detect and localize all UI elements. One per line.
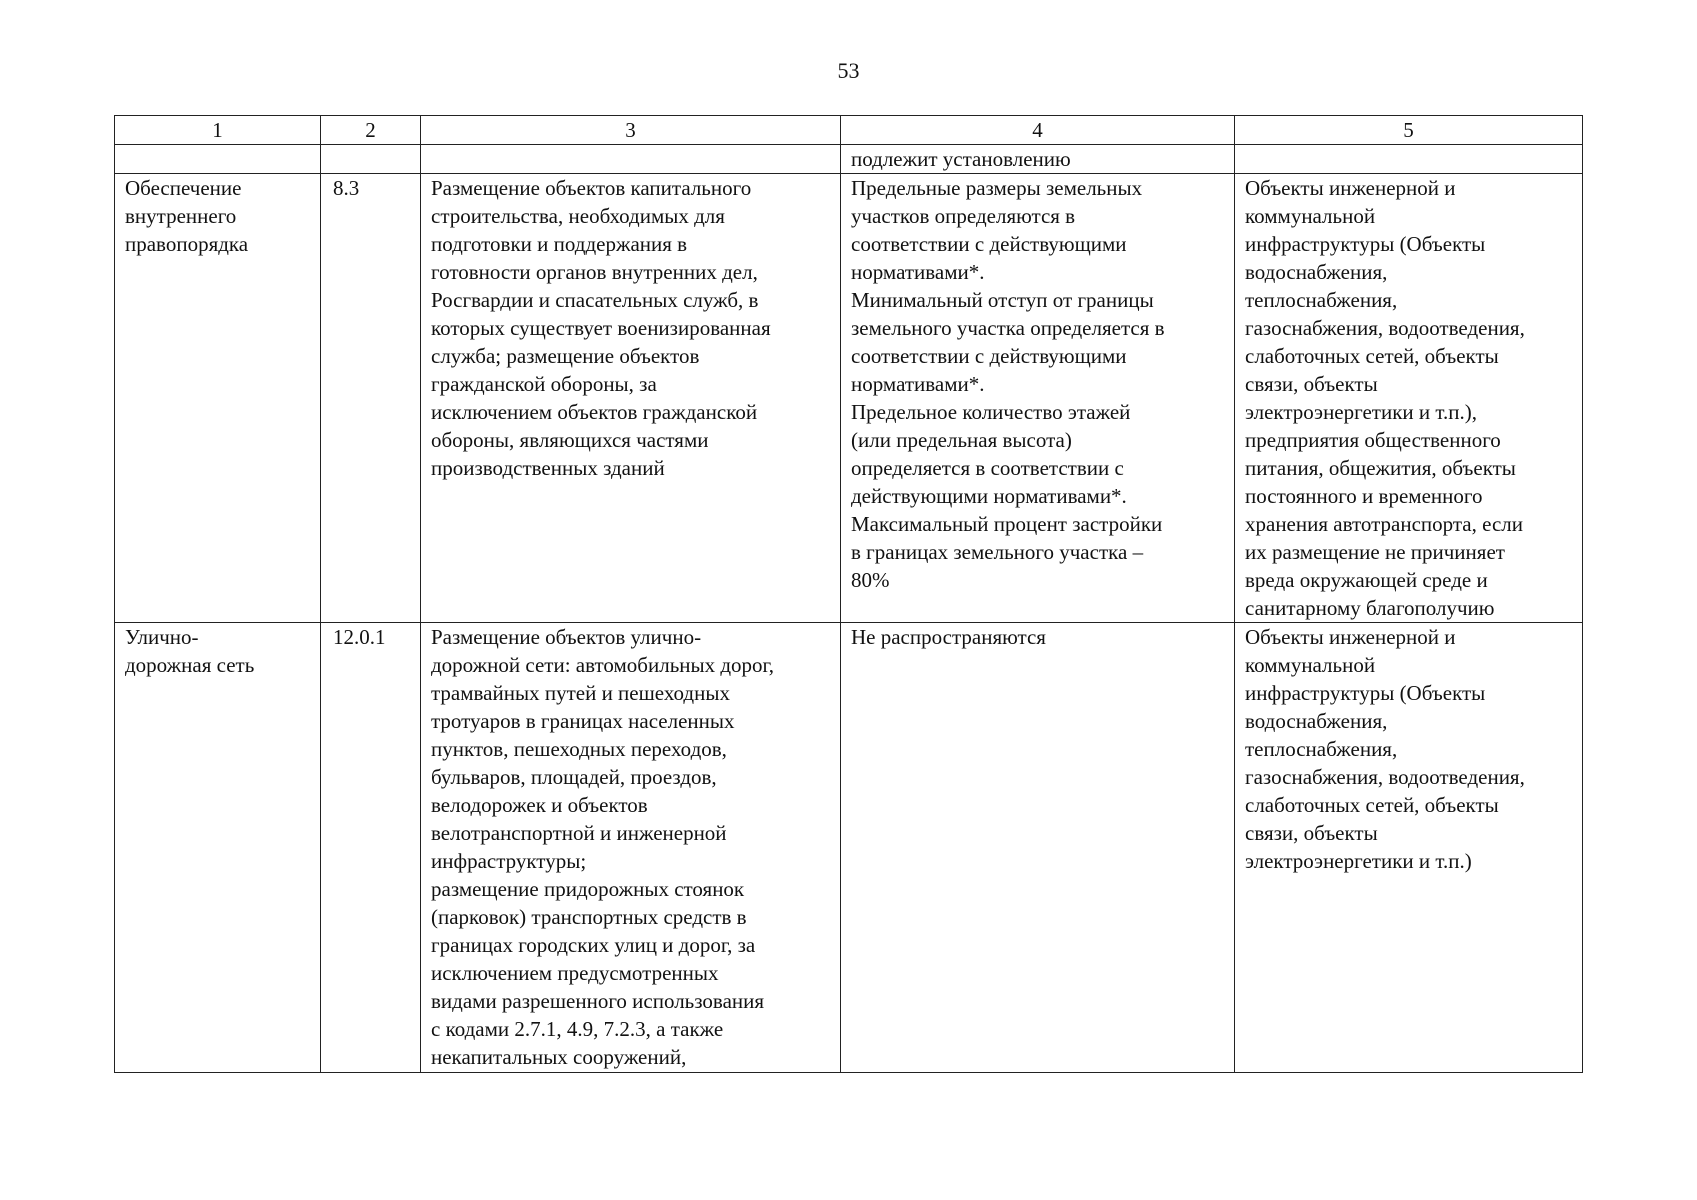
- land-use-table: [114, 115, 1583, 1073]
- column-header-2: 2: [321, 116, 421, 145]
- cell-line: с кодами 2.7.1, 4.9, 7.2.3, а также: [431, 1017, 724, 1041]
- cell-line: инфраструктуры (Объекты: [1245, 681, 1486, 705]
- continuation-cell-5: [1235, 145, 1583, 174]
- cell-line: коммунальной: [1245, 204, 1376, 228]
- continuation-cell-1: [115, 145, 321, 174]
- cell-line: (парковок) транспортных средств в: [431, 905, 747, 929]
- cell-line: слаботочных сетей, объекты: [1245, 793, 1499, 817]
- continuation-row: [115, 145, 1583, 174]
- cell-line: некапитальных сооружений,: [431, 1045, 687, 1069]
- cell-line: готовности органов внутренних дел,: [431, 260, 758, 284]
- cell-line: газоснабжения, водоотведения,: [1245, 765, 1525, 789]
- parameters-cell: [841, 174, 1235, 623]
- cell-line: водоснабжения,: [1245, 260, 1388, 284]
- cell-line: исключением предусмотренных: [431, 961, 719, 985]
- cell-line: теплоснабжения,: [1245, 737, 1398, 761]
- column-header-5: 5: [1235, 116, 1583, 145]
- cell-line: коммунальной: [1245, 653, 1376, 677]
- use-description-cell: [421, 174, 841, 623]
- cell-line: соответствии с действующими: [851, 232, 1127, 256]
- parameters-cell: [841, 623, 1235, 1073]
- cell-line: гражданской обороны, за: [431, 372, 657, 396]
- cell-line: Росгвардии и спасательных служб, в: [431, 288, 759, 312]
- cell-line: их размещение не причиняет: [1245, 540, 1505, 564]
- continuation-cell-4: подлежит установлению: [841, 145, 1235, 174]
- cell-line: соответствии с действующими: [851, 344, 1127, 368]
- use-code-cell: 8.3: [321, 174, 421, 623]
- cell-line: предприятия общественного: [1245, 428, 1501, 452]
- table-row: [115, 623, 1583, 1073]
- cell-line: производственных зданий: [431, 456, 665, 480]
- cell-line: границах городских улиц и дорог, за: [431, 933, 756, 957]
- cell-line: Минимальный отступ от границы: [851, 288, 1154, 312]
- cell-line: слаботочных сетей, объекты: [1245, 344, 1499, 368]
- cell-line: пунктов, пешеходных переходов,: [431, 737, 727, 761]
- cell-line: (или предельная высота): [851, 428, 1072, 452]
- cell-line: электроэнергетики и т.п.),: [1245, 400, 1477, 424]
- continuation-cell-2: [321, 145, 421, 174]
- auxiliary-uses-cell: [1235, 174, 1583, 623]
- cell-line: служба; размещение объектов: [431, 344, 700, 368]
- cell-line: видами разрешенного использования: [431, 989, 765, 1013]
- cell-line: в границах земельного участка –: [851, 540, 1144, 564]
- cell-line: исключением объектов гражданской: [431, 400, 758, 424]
- cell-line: 80%: [851, 568, 890, 592]
- cell-line: инфраструктуры;: [431, 849, 587, 873]
- cell-line: действующими нормативами*.: [851, 484, 1127, 508]
- cell-line: теплоснабжения,: [1245, 288, 1398, 312]
- cell-line: Предельные размеры земельных: [851, 176, 1143, 200]
- cell-line: Размещение объектов улично-: [431, 625, 702, 649]
- cell-line: Объекты инженерной и: [1245, 625, 1456, 649]
- cell-line: инфраструктуры (Объекты: [1245, 232, 1486, 256]
- cell-line: постоянного и временного: [1245, 484, 1483, 508]
- use-code-cell: 12.0.1: [321, 623, 421, 1073]
- column-header-4: 4: [841, 116, 1235, 145]
- cell-line: строительства, необходимых для: [431, 204, 725, 228]
- cell-line: внутреннего: [125, 204, 237, 228]
- cell-line: водоснабжения,: [1245, 709, 1388, 733]
- cell-line: вреда окружающей среде и: [1245, 568, 1488, 592]
- cell-line: земельного участка определяется в: [851, 316, 1165, 340]
- cell-line: бульваров, площадей, проездов,: [431, 765, 717, 789]
- use-description-cell: [421, 623, 841, 1073]
- cell-line: Максимальный процент застройки: [851, 512, 1163, 536]
- cell-line: Не распространяются: [851, 625, 1046, 649]
- cell-line: дорожной сети: автомобильных дорог,: [431, 653, 775, 677]
- cell-line: правопорядка: [125, 232, 249, 256]
- cell-line: нормативами*.: [851, 372, 985, 396]
- page-number: 53: [837, 58, 860, 83]
- cell-line: хранения автотранспорта, если: [1245, 512, 1524, 536]
- cell-line: связи, объекты: [1245, 821, 1378, 845]
- cell-line: Улично-: [125, 625, 199, 649]
- cell-line: газоснабжения, водоотведения,: [1245, 316, 1525, 340]
- auxiliary-uses-cell: [1235, 623, 1583, 1073]
- cell-line: которых существует военизированная: [431, 316, 771, 340]
- column-header-3: 3: [421, 116, 841, 145]
- cell-line: Объекты инженерной и: [1245, 176, 1456, 200]
- use-name-cell: [115, 623, 321, 1073]
- column-header-1: 1: [115, 116, 321, 145]
- cell-line: велодорожек и объектов: [431, 793, 648, 817]
- cell-line: обороны, являющихся частями: [431, 428, 709, 452]
- cell-line: подготовки и поддержания в: [431, 232, 688, 256]
- cell-line: дорожная сеть: [125, 653, 255, 677]
- cell-line: размещение придорожных стоянок: [431, 877, 745, 901]
- continuation-cell-3: [421, 145, 841, 174]
- use-name-cell: [115, 174, 321, 623]
- cell-line: определяется в соответствии с: [851, 456, 1124, 480]
- cell-line: санитарному благополучию: [1245, 596, 1495, 620]
- cell-line: нормативами*.: [851, 260, 985, 284]
- cell-line: Размещение объектов капитального: [431, 176, 752, 200]
- cell-line: связи, объекты: [1245, 372, 1378, 396]
- cell-line: электроэнергетики и т.п.): [1245, 849, 1472, 873]
- cell-line: Предельное количество этажей: [851, 400, 1131, 424]
- cell-line: трамвайных путей и пешеходных: [431, 681, 730, 705]
- table-row: [115, 174, 1583, 623]
- cell-line: питания, общежития, объекты: [1245, 456, 1516, 480]
- cell-line: участков определяются в: [851, 204, 1076, 228]
- table-header-row: [115, 116, 1583, 145]
- cell-line: Обеспечение: [125, 176, 242, 200]
- cell-line: тротуаров в границах населенных: [431, 709, 735, 733]
- cell-line: велотранспортной и инженерной: [431, 821, 727, 845]
